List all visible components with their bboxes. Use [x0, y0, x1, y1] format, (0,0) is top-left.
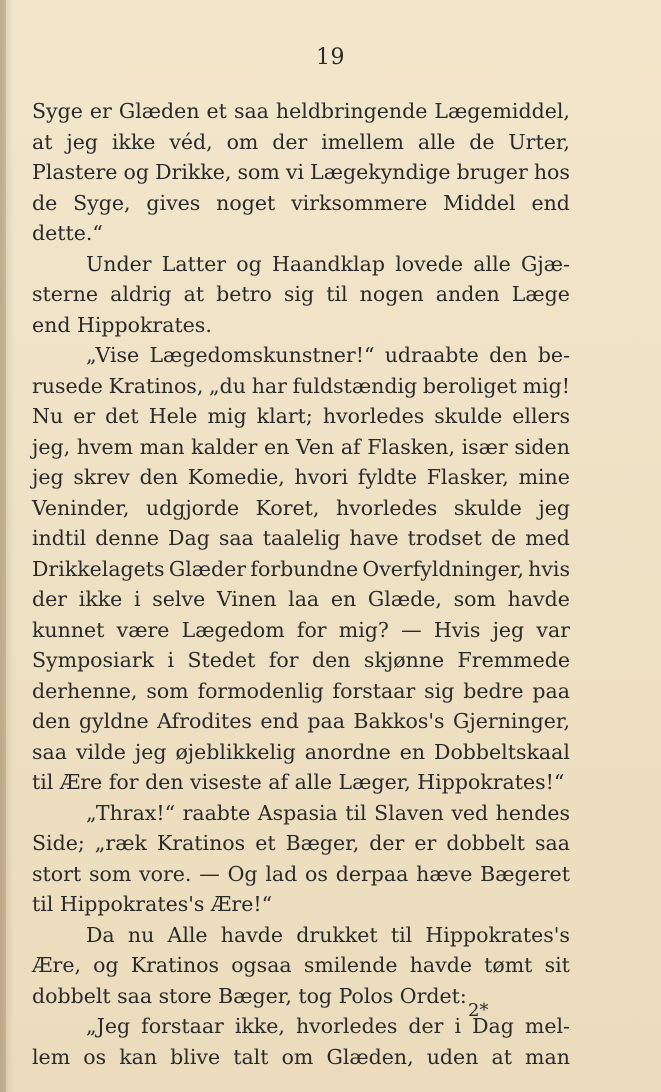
text-line: jeg, hvem man kalder en Ven af Flasken, især siden: [32, 434, 570, 459]
text-line: dette.“: [32, 221, 103, 245]
text-line: „Jeg forstaar ikke, hvorledes der i Dag mel-: [86, 1014, 570, 1038]
text-line: til Hippokrates's Ære!“: [32, 892, 273, 916]
text-line: Side; „ræk Kratinos et Bæger, der er dobbelt saa: [32, 831, 570, 855]
body-text: [32, 96, 570, 1072]
text-line: stort som vore. — Og lad os derpaa hæve Bægeret: [32, 861, 570, 886]
text-line: de Syge, gives noget virksommere Middel end: [32, 190, 570, 215]
text-line: „Vise Lægedomskunstner!“ udraabte den be-: [86, 343, 570, 367]
text-line: der ikke i selve Vinen laa en Glæde, som havde: [32, 587, 570, 611]
text-line: den gyldne Afrodites end paa Bakkos's Gjerninger,: [32, 709, 570, 733]
text-line: at jeg ikke véd, om der imellem alle de Urter,: [32, 129, 570, 154]
text-line: Ære, og Kratinos ogsaa smilende havde tømt sit: [32, 953, 570, 977]
text-line: saa vilde jeg øjeblikkelig anordne en Dobbeltskaal: [32, 739, 570, 764]
text-line: indtil denne Dag saa taalelig have trodset de med: [32, 526, 570, 550]
text-line: Symposiark i Stedet for den skjønne Fremmede: [32, 648, 570, 672]
text-line: sterne aldrig at betro sig til nogen anden Læge: [32, 282, 570, 306]
text-line: Nu er det Hele mig klart; hvorledes skulde ellers: [32, 404, 570, 428]
text-line: kunnet være Lægedom for mig? — Hvis jeg var: [32, 617, 570, 642]
text-line: Under Latter og Haandklap lovede alle Gjæ-: [86, 251, 570, 276]
text-line: til Ære for den viseste af alle Læger, Hippokrates!“: [32, 770, 565, 794]
text-line: jeg skrev den Komedie, hvori fyldte Flasker, mine: [32, 465, 570, 489]
text-line: lem os kan blive talt om Glæden, uden at man: [32, 1044, 570, 1069]
text-line: Veninder, udgjorde Koret, hvorledes skulde jeg: [32, 495, 570, 520]
page-edge-shadow: [0, 0, 6, 1092]
text-line: Da nu Alle havde drukket til Hippokrates's: [86, 922, 570, 947]
text-line: Drikkelagets Glæder forbundne Overfyldninger, hvis: [32, 556, 570, 581]
text-line: end Hippokrates.: [32, 312, 212, 337]
text-line: dobbelt saa store Bæger, tog Polos Ordet:: [32, 983, 467, 1008]
text-line: rusede Kratinos, „du har fuldstændig beroliget mig!: [32, 373, 570, 398]
text-line: „Thrax!“ raabte Aspasia til Slaven ved hendes: [86, 800, 570, 825]
printer-signature-mark: 2*: [468, 1000, 489, 1021]
page-number: 19: [316, 45, 345, 70]
text-line: Plastere og Drikke, som vi Lægekyndige bruger hos: [32, 160, 570, 184]
text-line: Syge er Glæden et saa heldbringende Lægemiddel,: [32, 99, 570, 123]
text-line: derhenne, som formodenlig forstaar sig bedre paa: [32, 678, 570, 703]
